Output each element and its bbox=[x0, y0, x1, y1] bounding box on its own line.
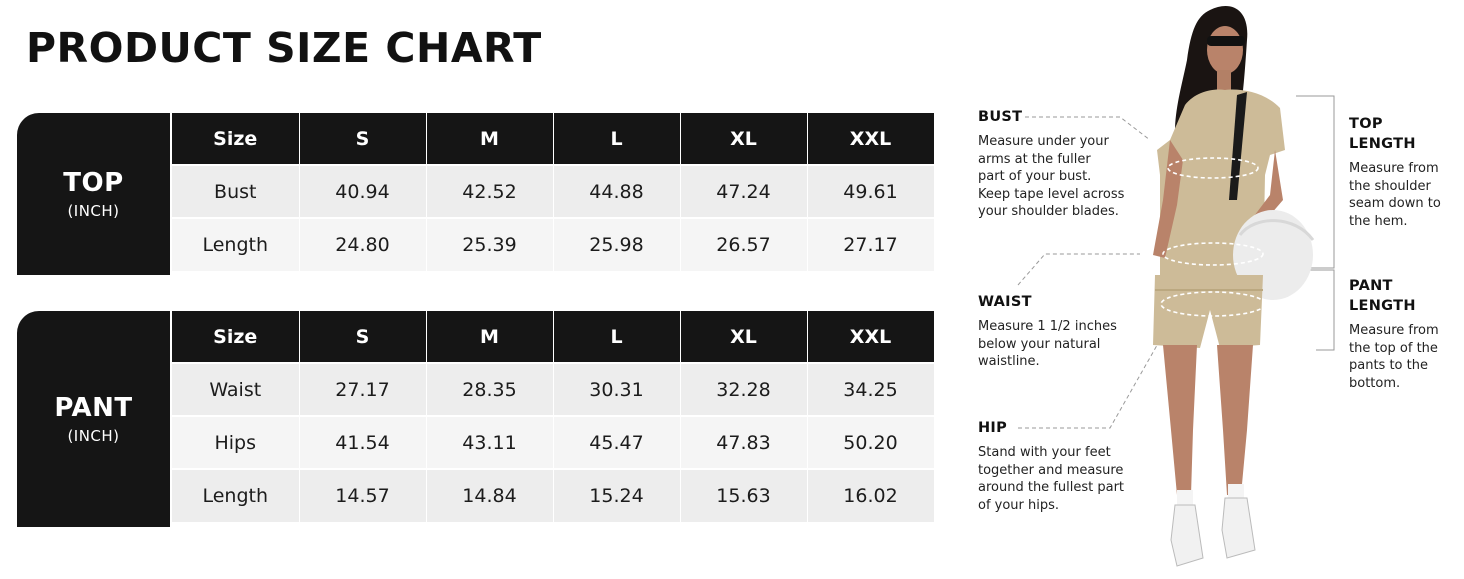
guide-line: the shoulder bbox=[1349, 178, 1431, 194]
title-line: LENGTH bbox=[1349, 136, 1416, 152]
model-figure-illustration bbox=[1125, 0, 1325, 579]
guide-line: your shoulder blades. bbox=[978, 204, 1119, 219]
bust-guide bbox=[978, 107, 1138, 221]
table-cell: 14.57 bbox=[299, 469, 426, 522]
table-cell: 47.83 bbox=[680, 416, 807, 469]
table-cell: 25.39 bbox=[426, 218, 553, 271]
guide-line: part of your bust. bbox=[978, 169, 1092, 184]
table-cell: 25.98 bbox=[553, 218, 680, 271]
row-label: Waist bbox=[172, 363, 299, 416]
guide-line: the hem. bbox=[1349, 213, 1408, 229]
table-cell: 41.54 bbox=[299, 416, 426, 469]
top-label: TOP bbox=[63, 168, 124, 198]
table-cell: 42.52 bbox=[426, 165, 553, 218]
pant-length-title bbox=[1349, 276, 1449, 316]
table-cell: 32.28 bbox=[680, 363, 807, 416]
waist-guide bbox=[978, 292, 1128, 371]
table-cell: 47.24 bbox=[680, 165, 807, 218]
table-cell: 15.63 bbox=[680, 469, 807, 522]
header-cell: Size bbox=[172, 311, 299, 363]
guide-line: around the fullest part bbox=[978, 480, 1125, 495]
header-cell: XL bbox=[680, 311, 807, 363]
header-cell: S bbox=[299, 113, 426, 165]
table-cell: 30.31 bbox=[553, 363, 680, 416]
hip-guide bbox=[978, 418, 1138, 514]
bust-title: BUST bbox=[978, 109, 1023, 125]
title-line: PANT bbox=[1349, 278, 1393, 294]
guide-line: arms at the fuller bbox=[978, 151, 1091, 167]
header-cell: XL bbox=[680, 113, 807, 165]
title-line: TOP bbox=[1349, 116, 1383, 132]
table-cell: 49.61 bbox=[807, 165, 934, 218]
guide-line: bottom. bbox=[1349, 375, 1401, 391]
table-cell: 40.94 bbox=[299, 165, 426, 218]
table-cell: 26.57 bbox=[680, 218, 807, 271]
hip-title: HIP bbox=[978, 420, 1008, 436]
guide-line: below your natural bbox=[978, 336, 1101, 352]
table-cell: 16.02 bbox=[807, 469, 934, 522]
header-cell: XXL bbox=[807, 311, 934, 363]
pant-unit: (INCH) bbox=[67, 427, 120, 445]
guide-line: Keep tape level across bbox=[978, 186, 1125, 202]
top-length-title bbox=[1349, 114, 1449, 154]
guide-line: Measure under your bbox=[978, 134, 1109, 149]
guide-line: waistline. bbox=[978, 354, 1040, 369]
guide-line: pants to the bbox=[1349, 358, 1428, 373]
guide-line: Stand with your feet bbox=[978, 445, 1111, 460]
table-cell: 24.80 bbox=[299, 218, 426, 271]
title-line: LENGTH bbox=[1349, 298, 1416, 314]
table-cell: 27.17 bbox=[807, 218, 934, 271]
header-cell: XXL bbox=[807, 113, 934, 165]
table-cell: 15.24 bbox=[553, 469, 680, 522]
table-cell: 34.25 bbox=[807, 363, 934, 416]
header-cell: S bbox=[299, 311, 426, 363]
header-cell: M bbox=[426, 311, 553, 363]
header-cell: M bbox=[426, 113, 553, 165]
table-cell: 44.88 bbox=[553, 165, 680, 218]
guide-line: the top of the bbox=[1349, 340, 1438, 356]
pant-label: PANT bbox=[54, 393, 133, 423]
guide-line: Measure from bbox=[1349, 161, 1439, 176]
top-unit: (INCH) bbox=[67, 202, 120, 220]
row-label: Length bbox=[172, 218, 299, 271]
table-cell: 50.20 bbox=[807, 416, 934, 469]
row-label: Bust bbox=[172, 165, 299, 218]
top-length-guide bbox=[1349, 114, 1449, 230]
page-title: PRODUCT SIZE CHART bbox=[26, 24, 542, 72]
table-cell: 43.11 bbox=[426, 416, 553, 469]
waist-title: WAIST bbox=[978, 294, 1032, 310]
guide-line: together and measure bbox=[978, 462, 1124, 478]
table-cell: 27.17 bbox=[299, 363, 426, 416]
header-cell: L bbox=[553, 113, 680, 165]
table-cell: 45.47 bbox=[553, 416, 680, 469]
pant-length-guide bbox=[1349, 276, 1449, 392]
header-cell: Size bbox=[172, 113, 299, 165]
header-cell: L bbox=[553, 311, 680, 363]
guide-line: Measure 1 1/2 inches bbox=[978, 319, 1117, 334]
table-cell: 14.84 bbox=[426, 469, 553, 522]
row-label: Length bbox=[172, 469, 299, 522]
guide-line: of your hips. bbox=[978, 497, 1060, 513]
row-label: Hips bbox=[172, 416, 299, 469]
table-cell: 28.35 bbox=[426, 363, 553, 416]
guide-line: Measure from bbox=[1349, 323, 1439, 338]
guide-line: seam down to bbox=[1349, 196, 1441, 211]
